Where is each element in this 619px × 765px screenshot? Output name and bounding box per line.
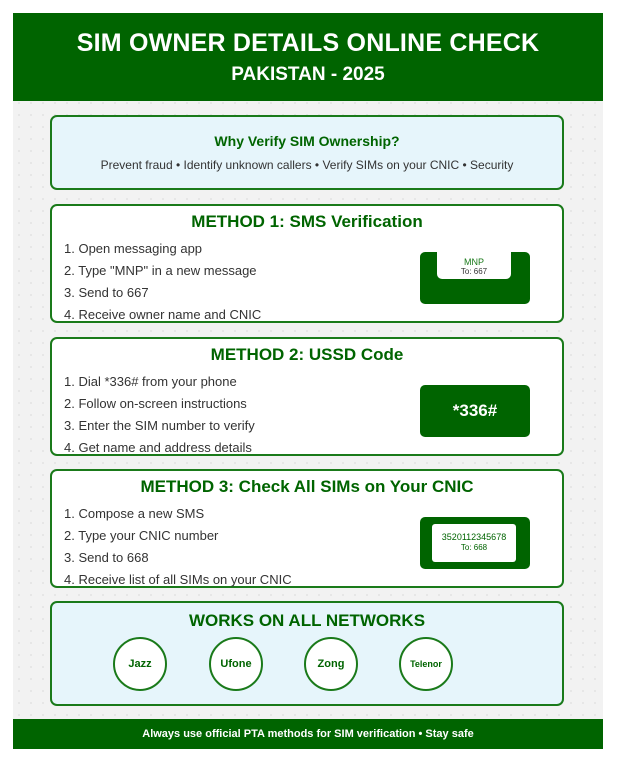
cnic-phone-illustration <box>420 517 530 569</box>
method-2-heading: METHOD 2: USSD Code <box>210 345 404 364</box>
method-3-step: 1. Compose a new SMS <box>64 506 205 521</box>
method-1-step: 4. Receive owner name and CNIC <box>64 307 262 322</box>
method-1-step: 2. Type "MNP" in a new message <box>64 263 257 278</box>
method-1-card <box>50 204 564 323</box>
sms-recipient-text: To: 667 <box>460 267 488 276</box>
cnic-phone-screen <box>432 524 516 562</box>
why-verify-text: Prevent fraud • Identify unknown callers • Verify SIMs on your CNIC • Security <box>100 158 514 172</box>
method-1-heading: METHOD 1: SMS Verification <box>191 212 423 231</box>
ussd-code-display: *336# <box>420 385 530 437</box>
networks-card <box>50 601 564 706</box>
method-3-heading: METHOD 3: Check All SIMs on Your CNIC <box>140 477 474 496</box>
method-2-step: 1. Dial *336# from your phone <box>64 374 237 389</box>
why-verify-card <box>50 115 564 190</box>
method-3-card <box>50 469 564 588</box>
sms-phone-illustration <box>420 252 530 304</box>
method-3-step: 3. Send to 668 <box>64 550 149 565</box>
method-1-step: 1. Open messaging app <box>64 241 203 256</box>
sms-phone-screen <box>437 252 511 279</box>
method-2-step: 4. Get name and address details <box>64 440 252 455</box>
why-verify-heading: Why Verify SIM Ownership? <box>214 133 400 149</box>
page-header <box>13 13 603 101</box>
page-subtitle: PAKISTAN - 2025 <box>231 64 385 85</box>
network-badge-ufone: Ufone <box>209 637 263 691</box>
method-1-steps <box>64 238 261 326</box>
cnic-number-text: 3520112345678 <box>441 532 507 542</box>
method-2-step: 3. Enter the SIM number to verify <box>64 418 255 433</box>
cnic-recipient-text: To: 668 <box>460 543 488 552</box>
page-footer: Always use official PTA methods for SIM verification • Stay safe <box>13 719 603 749</box>
method-3-step: 4. Receive list of all SIMs on your CNIC <box>64 572 292 587</box>
method-2-card <box>50 337 564 456</box>
page-title: SIM OWNER DETAILS ONLINE CHECK <box>76 29 540 57</box>
method-2-step: 2. Follow on-screen instructions <box>64 396 247 411</box>
network-badge-zong: Zong <box>304 637 358 691</box>
networks-heading: WORKS ON ALL NETWORKS <box>188 611 426 630</box>
method-3-steps <box>64 503 292 591</box>
network-badge-telenor: Telenor <box>399 637 453 691</box>
method-3-step: 2. Type your CNIC number <box>64 528 219 543</box>
sms-message-text: MNP <box>464 257 484 267</box>
network-badge-jazz: Jazz <box>113 637 167 691</box>
method-1-step: 3. Send to 667 <box>64 285 149 300</box>
method-2-steps <box>64 371 255 459</box>
